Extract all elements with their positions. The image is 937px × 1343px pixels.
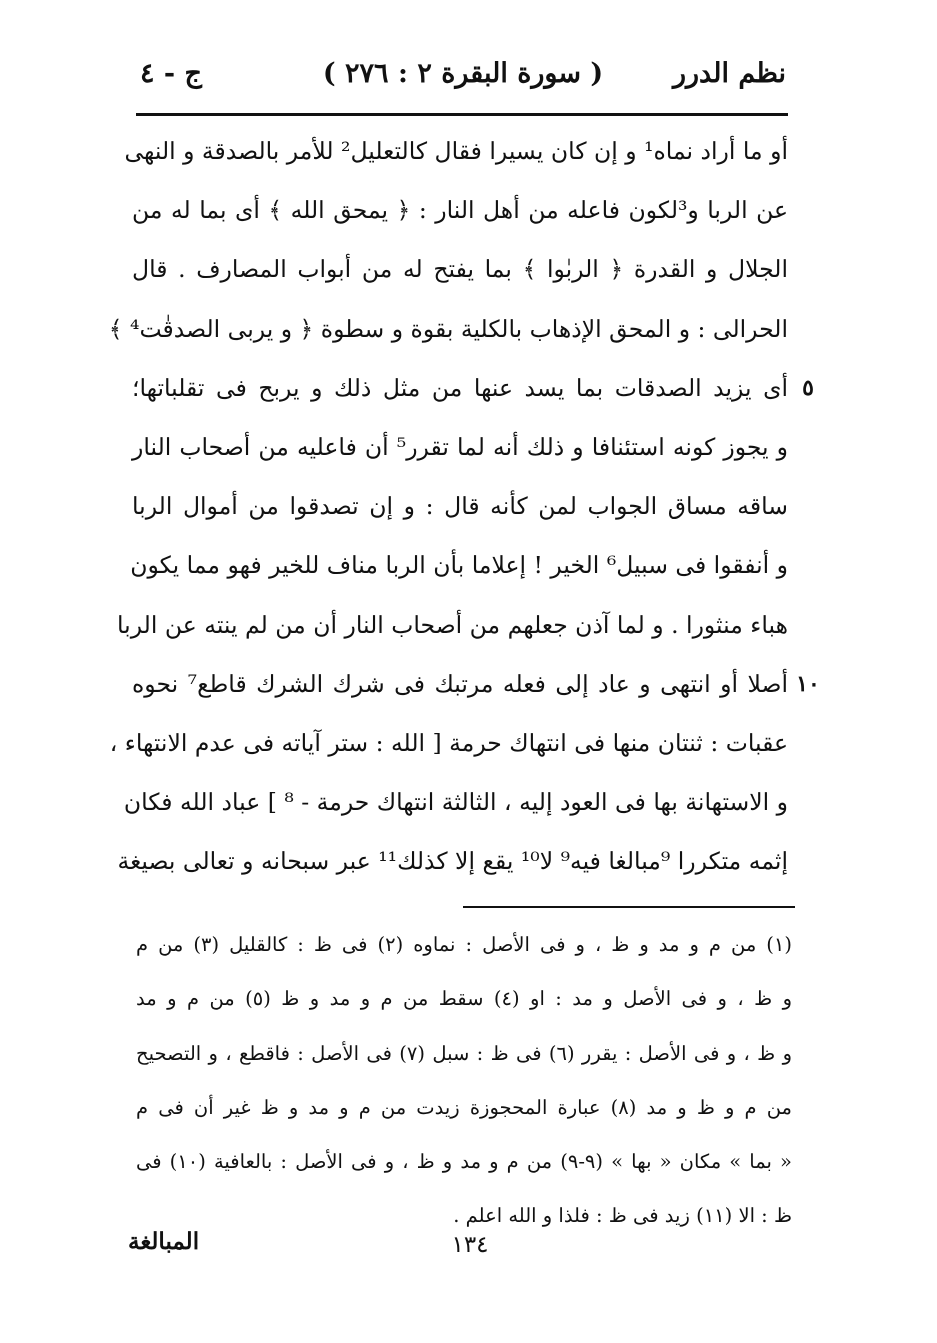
surah-reference: ( سورة البقرة ٢ : ٢٧٦ ) xyxy=(322,58,604,89)
footnotes xyxy=(136,918,792,1244)
volume-label: ج - ٤ xyxy=(140,58,202,89)
catchword: المبالغة xyxy=(128,1228,200,1255)
text-line: الحرالى : و المحق الإذهاب بالكلية بقوة و سطوة ﴿ و يربى الصدقٰت⁴ ﴾ xyxy=(108,314,788,343)
footnote-line: من م و ظ و مد (٨) عبارة المحجوزة زيدت من م و مد و ظ غير أن فى م xyxy=(136,1095,792,1119)
main-text xyxy=(108,122,788,891)
footnote-line: و ظ ، و فى الأصل و مد : او (٤) سقط من م و مد و ظ (٥) من م و مد xyxy=(136,987,792,1011)
text-line: ساقه مساق الجواب لمن كأنه قال : و إن تصدقوا من أموال الربا xyxy=(132,492,788,521)
text-line: و يجوز كونه استئنافا و ذلك أنه لما تقرر⁵ أن فاعليه من أصحاب النار xyxy=(132,432,788,461)
margin-line-number: ١٠ xyxy=(796,670,820,697)
footnote-line: « بما » مكان « بها » (٩-٩) من م و مد و ظ ، و فى الأصل : بالعافية (١٠) فى xyxy=(136,1150,792,1174)
footnote-line: (١) من م و مد و ظ ، و فى الأصل : نماوه (٢) فى ظ : كالقليل (٣) من م xyxy=(136,933,792,956)
page-header xyxy=(140,58,786,104)
text-line: أو ما أراد نماه¹ و إن كان يسيرا فقال كالتعليل² للأمر بالصدقة و النهى xyxy=(124,137,788,165)
text-line: عقبات : ثنتان منها فى انتهاك حرمة [ الله : ستر آياته فى عدم الانتهاء ، xyxy=(109,728,788,757)
header-rule xyxy=(136,113,788,116)
footnote-line: ظ : الا (١١) زيد فى ظ : فلذا و الله اعلم . xyxy=(453,1204,792,1228)
footnote-line: و ظ ، و فى الأصل : يقرر (٦) فى ظ : سبل (٧) فى الأصل : فاقطع ، و التصحيح xyxy=(136,1041,792,1065)
text-line: عن الربا و³لكون فاعله من أهل النار : ﴿ يمحق الله ﴾ أى بما له من xyxy=(132,196,788,225)
book-title: نظم الدرر xyxy=(672,58,786,89)
footnote-rule xyxy=(463,906,795,908)
text-line: هباء منثورا . و لما آذن جعلهم من أصحاب النار أن من لم ينته عن الربا xyxy=(117,610,788,639)
text-line: و أنفقوا فى سبيل⁶ الخير ! إعلاما بأن الربا مناف للخير فهو مما يكون xyxy=(130,551,788,580)
text-line: الجلال و القدرة ﴿ الربٰوا ﴾ بما يفتح له من أبواب المصارف . قال xyxy=(132,255,788,284)
margin-line-number: ٥ xyxy=(802,374,814,401)
text-line: أى يزيد الصدقات بما يسد عنها من مثل ذلك و يربح فى تقلباتها؛ xyxy=(132,373,788,402)
page-number: ١٣٤ xyxy=(451,1232,489,1258)
text-line: أصلا أو انتهى و عاد إلى فعله مرتبك فى شرك الشرك قاطع⁷ نحوه xyxy=(132,669,788,698)
text-line: و الاستهانة بها فى العود إليه ، الثالثة انتهاك حرمة - ⁸ ] عباد الله فكان xyxy=(123,788,788,817)
text-line: إثمه متكررا ⁹مبالغا فيه⁹ لا¹⁰ يقع إلا كذلك¹¹ عبر سبحانه و تعالى بصيغة xyxy=(117,847,788,876)
